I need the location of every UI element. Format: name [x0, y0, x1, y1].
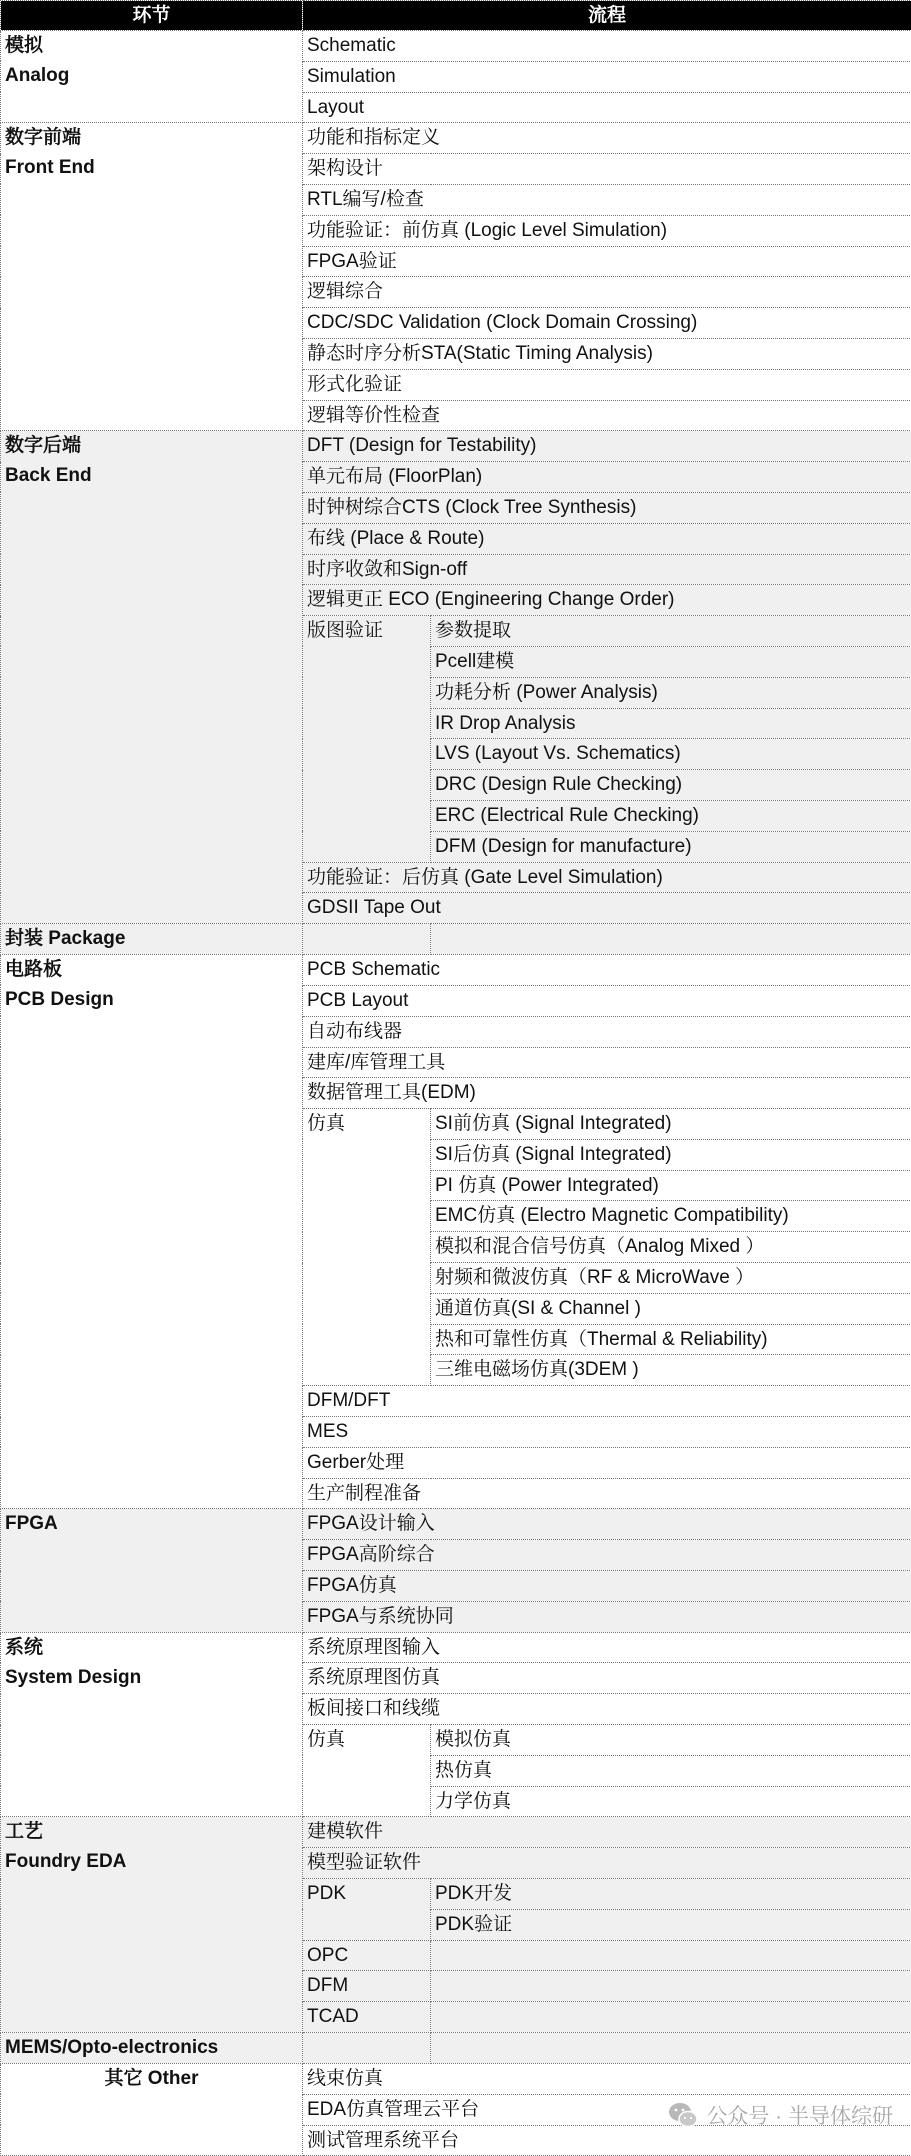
flow-item: TCAD [303, 2002, 431, 2033]
section-label [1, 123, 303, 431]
flow-item: 系统原理图输入 [303, 1632, 911, 1663]
flow-item: FPGA设计输入 [303, 1509, 911, 1540]
flow-item: 线束仿真 [303, 2064, 911, 2095]
flow-item [303, 924, 431, 955]
flow-subitem: 模拟和混合信号仿真（Analog Mixed ） [431, 1232, 911, 1263]
section-name-cn: 工艺 [5, 1821, 44, 1843]
flow-subitem: PDK开发 [431, 1879, 911, 1910]
wechat-icon [668, 2101, 698, 2129]
section-label [1, 431, 303, 924]
flow-item: Gerber处理 [303, 1447, 911, 1478]
flow-item: 布线 (Place & Route) [303, 523, 911, 554]
section-name-cn: 电路板 [5, 959, 63, 981]
section-name-cn: 封装 Package [5, 928, 126, 950]
flow-item: 模型验证软件 [303, 1848, 911, 1879]
flow-subitem: PI 仿真 (Power Integrated) [431, 1170, 911, 1201]
flow-item: EDA仿真管理云平台 [303, 2094, 911, 2125]
flow-subitem: 三维电磁场仿真(3DEM ) [431, 1355, 911, 1386]
header-stage: 环节 [1, 1, 303, 31]
flow-subitem: 热和可靠性仿真（Thermal & Reliability) [431, 1324, 911, 1355]
section-label [1, 2064, 303, 2156]
flow-item: 生产制程准备 [303, 1478, 911, 1509]
section-name-en: PCB Design [5, 989, 114, 1011]
flow-subitem: LVS (Layout Vs. Schematics) [431, 739, 911, 770]
group-label: 仿真 [303, 1725, 431, 1817]
flow-detail [431, 2002, 911, 2033]
flow-subitem: EMC仿真 (Electro Magnetic Compatibility) [431, 1201, 911, 1232]
flow-item: 形式化验证 [303, 369, 911, 400]
section-label [1, 924, 303, 955]
flow-item: 功能验证：前仿真 (Logic Level Simulation) [303, 215, 911, 246]
flow-subitem: 通道仿真(SI & Channel ) [431, 1293, 911, 1324]
flow-subitem: SI后仿真 (Signal Integrated) [431, 1139, 911, 1170]
flow-item: 逻辑综合 [303, 277, 911, 308]
flow-item: 建模软件 [303, 1817, 911, 1848]
flow-item: 数据管理工具(EDM) [303, 1078, 911, 1109]
table-row [1, 31, 911, 62]
section-label [1, 2033, 303, 2064]
flow-subitem: DRC (Design Rule Checking) [431, 770, 911, 801]
flow-item: Simulation [303, 61, 911, 92]
section-name-en: Front End [5, 157, 95, 179]
flow-subitem: 射频和微波仿真（RF & MicroWave ） [431, 1263, 911, 1294]
table-body [1, 31, 911, 2156]
flow-subitem: Pcell建模 [431, 646, 911, 677]
table-row [1, 123, 911, 154]
flow-item: FPGA验证 [303, 246, 911, 277]
table-row [1, 955, 911, 986]
header-flow: 流程 [303, 1, 911, 31]
flow-item: 时钟树综合CTS (Clock Tree Synthesis) [303, 492, 911, 523]
flow-subitem: DFM (Design for manufacture) [431, 831, 911, 862]
flow-item: 静态时序分析STA(Static Timing Analysis) [303, 338, 911, 369]
flow-item: DFT (Design for Testability) [303, 431, 911, 462]
group-label: 版图验证 [303, 616, 431, 862]
flow-detail [431, 1940, 911, 1971]
section-name-en: System Design [5, 1666, 142, 1688]
flow-item: 逻辑等价性检查 [303, 400, 911, 431]
flow-item: OPC [303, 1940, 431, 1971]
flow-detail [431, 924, 911, 955]
watermark [668, 2100, 893, 2130]
flow-subitem: IR Drop Analysis [431, 708, 911, 739]
flow-item: 功能和指标定义 [303, 123, 911, 154]
table-row [1, 431, 911, 462]
section-name-cn: 数字前端 [5, 127, 82, 149]
flow-item: 系统原理图仿真 [303, 1663, 911, 1694]
section-label [1, 1632, 303, 1817]
flow-detail [431, 1971, 911, 2002]
flow-item: 建库/库管理工具 [303, 1047, 911, 1078]
table-row [1, 1817, 911, 1848]
section-name-cn: MEMS/Opto-electronics [5, 2037, 219, 2058]
section-name-cn: 模拟 [5, 35, 44, 56]
flow-subitem: SI前仿真 (Signal Integrated) [431, 1109, 911, 1140]
flow-item: MES [303, 1417, 911, 1448]
watermark-text: 公众号 · 半导体综研 [706, 2105, 893, 2128]
group-label: 仿真 [303, 1109, 431, 1386]
section-label [1, 955, 303, 1509]
flow-item: PCB Layout [303, 985, 911, 1016]
flow-item: CDC/SDC Validation (Clock Domain Crossing) [303, 308, 911, 339]
flow-item: 功能验证：后仿真 (Gate Level Simulation) [303, 862, 911, 893]
flow-item: 逻辑更正 ECO (Engineering Change Order) [303, 585, 911, 616]
flow-item: 架构设计 [303, 154, 911, 185]
flow-item: DFM [303, 1971, 431, 2002]
flow-item: GDSII Tape Out [303, 893, 911, 924]
flow-item: PCB Schematic [303, 955, 911, 986]
flow-subitem: 参数提取 [431, 616, 911, 647]
flow-item: 测试管理系统平台 [303, 2125, 911, 2156]
flow-subitem: 热仿真 [431, 1755, 911, 1786]
flow-item: FPGA仿真 [303, 1571, 911, 1602]
section-name-en: Back End [5, 465, 92, 487]
flow-item: Schematic [303, 31, 911, 62]
section-name-cn: 其它 Other [104, 2068, 199, 2089]
section-label [1, 31, 303, 123]
section-name-en: Analog [5, 65, 70, 86]
flow-item: FPGA高阶综合 [303, 1540, 911, 1571]
flow-subitem: ERC (Electrical Rule Checking) [431, 800, 911, 831]
table-row [1, 2064, 911, 2095]
flow-detail [431, 2033, 911, 2064]
section-name-cn: 系统 [5, 1636, 44, 1658]
flow-item: DFM/DFT [303, 1386, 911, 1417]
flow-subitem: PDK验证 [431, 1909, 911, 1940]
flow-item: RTL编写/检查 [303, 184, 911, 215]
section-label [1, 1509, 303, 1632]
flow-item [303, 2033, 431, 2064]
section-name-cn: 数字后端 [5, 435, 82, 457]
group-label: PDK [303, 1879, 431, 1941]
flow-subitem: 功耗分析 (Power Analysis) [431, 677, 911, 708]
flow-item: 板间接口和线缆 [303, 1694, 911, 1725]
flow-item: Layout [303, 92, 911, 123]
section-label [1, 1817, 303, 2033]
table-row [1, 1632, 911, 1663]
table-header-row [1, 1, 911, 31]
section-name-cn: FPGA [5, 1513, 58, 1535]
flow-subitem: 模拟仿真 [431, 1725, 911, 1756]
table-row [1, 2033, 911, 2064]
table-row [1, 1509, 911, 1540]
flow-subitem: 力学仿真 [431, 1786, 911, 1817]
flow-item: 时序收敛和Sign-off [303, 554, 911, 585]
section-name-en: Foundry EDA [5, 1851, 127, 1873]
flow-item: 自动布线器 [303, 1016, 911, 1047]
flow-item: 单元布局 (FloorPlan) [303, 462, 911, 493]
table-row [1, 924, 911, 955]
flow-item: FPGA与系统协同 [303, 1601, 911, 1632]
